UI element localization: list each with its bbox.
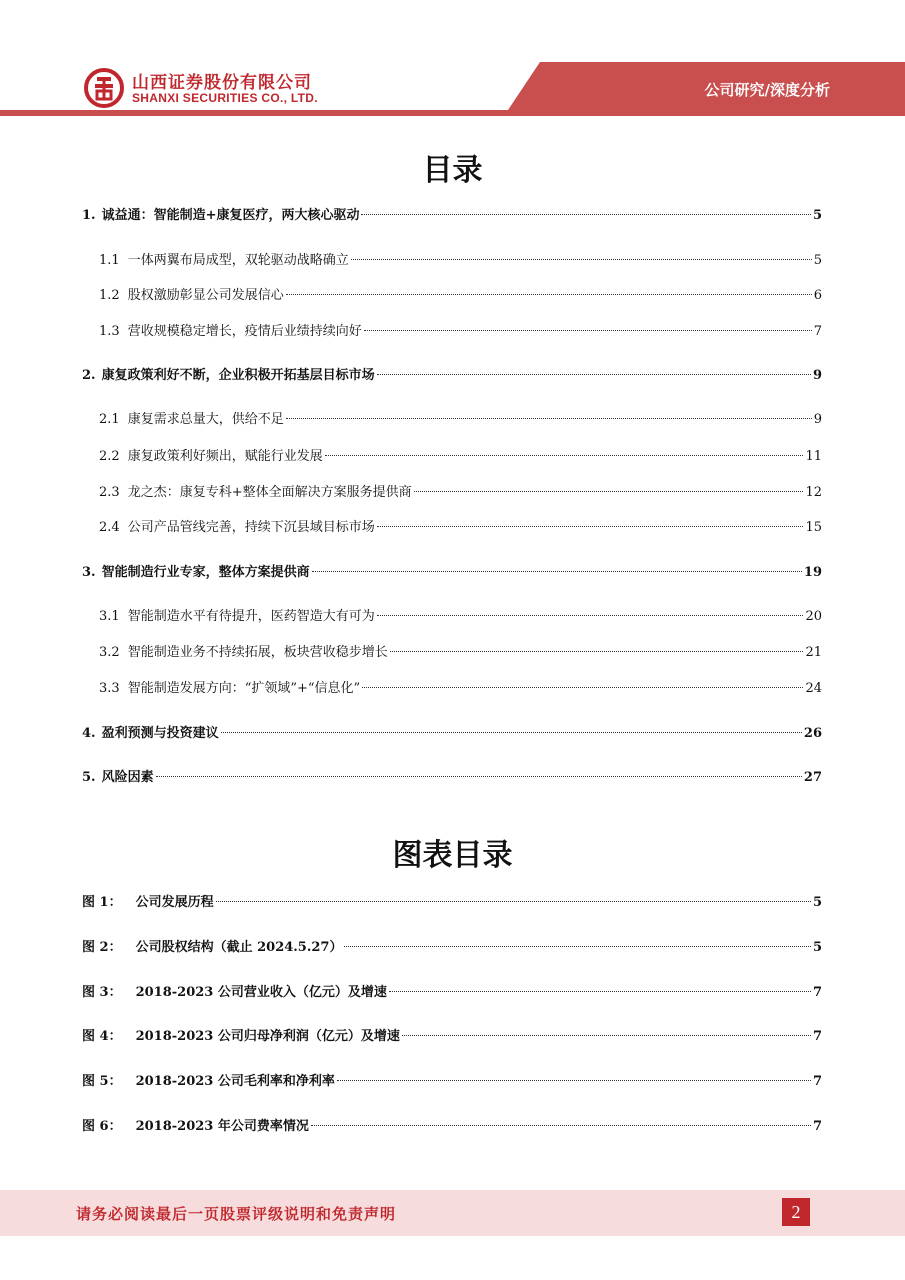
leader-dots bbox=[414, 491, 804, 492]
toc-entry[interactable] bbox=[82, 725, 822, 743]
figure-entry-label: 2018-2023 公司营业收入（亿元）及增速 bbox=[135, 985, 387, 1000]
figure-entry[interactable] bbox=[82, 894, 822, 912]
figure-entry[interactable] bbox=[82, 1028, 822, 1046]
toc-entry-page: 5 bbox=[813, 253, 822, 268]
toc-entry[interactable] bbox=[82, 680, 822, 698]
figure-entry-number: 图 3： bbox=[82, 985, 122, 1000]
figure-entry[interactable] bbox=[82, 984, 822, 1002]
toc-entry[interactable] bbox=[82, 411, 822, 429]
toc-entry[interactable] bbox=[82, 519, 822, 537]
toc-entry-label: 龙之杰：康复专科+整体全面解决方案服务提供商 bbox=[127, 485, 412, 500]
toc-entry[interactable] bbox=[82, 252, 822, 270]
figure-entry-page: 7 bbox=[812, 1119, 822, 1134]
toc-entry-number: 1.1 bbox=[99, 253, 120, 268]
toc-entry-page: 19 bbox=[803, 565, 822, 580]
figure-entry-page: 5 bbox=[812, 940, 822, 955]
leader-dots bbox=[344, 946, 810, 947]
toc-entry-number: 2.4 bbox=[99, 520, 120, 535]
leader-dots bbox=[286, 418, 812, 419]
toc-entry-page: 21 bbox=[805, 645, 822, 660]
figure-entry[interactable] bbox=[82, 1118, 822, 1136]
leader-dots bbox=[286, 294, 812, 295]
figure-entry-number: 图 2： bbox=[82, 940, 122, 955]
toc-entry-label: 康复政策利好频出，赋能行业发展 bbox=[127, 449, 323, 464]
toc-entry-number: 2.3 bbox=[99, 485, 120, 500]
toc-entry-label: 智能制造行业专家，整体方案提供商 bbox=[101, 565, 310, 580]
toc-entry-number: 2. bbox=[82, 368, 96, 383]
toc-entry-label: 诚益通：智能制造+康复医疗，两大核心驱动 bbox=[101, 208, 360, 223]
leader-dots bbox=[311, 1125, 811, 1126]
toc-entry-page: 24 bbox=[805, 681, 822, 696]
toc-entry-number: 1.3 bbox=[99, 324, 120, 339]
toc-entry-page: 20 bbox=[805, 609, 822, 624]
figure-entry-label: 2018-2023 年公司费率情况 bbox=[135, 1119, 309, 1134]
figure-list-title: 图表目录 bbox=[392, 838, 513, 873]
figure-entry-page: 7 bbox=[812, 1074, 822, 1089]
toc-entry-page: 26 bbox=[803, 726, 822, 741]
page-number: 2 bbox=[782, 1198, 810, 1226]
toc-entry-number: 1.2 bbox=[99, 288, 120, 303]
toc-entry-label: 盈利预测与投资建议 bbox=[101, 726, 219, 741]
toc-entry-page: 11 bbox=[805, 449, 822, 464]
toc-entry-number: 3.1 bbox=[99, 609, 120, 624]
toc-entry-page: 9 bbox=[812, 368, 822, 383]
toc-entry[interactable] bbox=[82, 484, 822, 502]
toc-entry-page: 15 bbox=[805, 520, 822, 535]
figure-entry-page: 7 bbox=[812, 1029, 822, 1044]
leader-dots bbox=[377, 615, 804, 616]
toc-entry-number: 4. bbox=[82, 726, 96, 741]
toc-entry-label: 营收规模稳定增长，疫情后业绩持续向好 bbox=[127, 324, 362, 339]
toc-entry-number: 2.1 bbox=[99, 412, 120, 427]
figure-entry-page: 5 bbox=[812, 895, 822, 910]
leader-dots bbox=[312, 571, 802, 572]
leader-dots bbox=[351, 259, 812, 260]
toc-entry[interactable] bbox=[82, 644, 822, 662]
toc-entry-page: 9 bbox=[813, 412, 822, 427]
leader-dots bbox=[364, 330, 812, 331]
leader-dots bbox=[221, 732, 802, 733]
figure-entry-page: 7 bbox=[812, 985, 822, 1000]
toc-title: 目录 bbox=[422, 153, 483, 188]
toc-entry-label: 一体两翼布局成型，双轮驱动战略确立 bbox=[127, 253, 349, 268]
toc-entry-page: 7 bbox=[813, 324, 822, 339]
leader-dots bbox=[402, 1035, 811, 1036]
figure-entry[interactable] bbox=[82, 939, 822, 957]
toc-entry[interactable] bbox=[82, 608, 822, 626]
figure-entry-number: 图 1： bbox=[82, 895, 122, 910]
toc-entry[interactable] bbox=[82, 287, 822, 305]
toc-entry[interactable] bbox=[82, 367, 822, 385]
toc-entry-label: 风险因素 bbox=[101, 770, 154, 785]
toc-entry[interactable] bbox=[82, 564, 822, 582]
toc-entry[interactable] bbox=[82, 323, 822, 341]
leader-dots bbox=[361, 214, 810, 215]
leader-dots bbox=[377, 526, 804, 527]
header-rule bbox=[0, 110, 905, 116]
toc-entry-label: 康复政策利好不断，企业积极开拓基层目标市场 bbox=[101, 368, 375, 383]
leader-dots bbox=[337, 1080, 811, 1081]
leader-dots bbox=[389, 991, 811, 992]
shanxi-securities-logo-icon bbox=[84, 68, 124, 108]
page-header bbox=[0, 0, 905, 125]
leader-dots bbox=[390, 651, 804, 652]
company-name-cn: 山西证券股份有限公司 bbox=[132, 73, 312, 93]
toc-entry-label: 智能制造业务不持续拓展，板块营收稳步增长 bbox=[127, 645, 388, 660]
toc-entry-number: 3.3 bbox=[99, 681, 120, 696]
toc-entry-number: 1. bbox=[82, 208, 96, 223]
company-name-en: SHANXI SECURITIES CO., LTD. bbox=[132, 91, 318, 105]
figure-entry-label: 公司股权结构（截止 2024.5.27） bbox=[135, 940, 343, 955]
figure-entry-number: 图 4： bbox=[82, 1029, 122, 1044]
toc-entry-page: 27 bbox=[803, 770, 822, 785]
toc-entry-number: 5. bbox=[82, 770, 96, 785]
toc-entry-number: 3. bbox=[82, 565, 96, 580]
figure-entry-label: 2018-2023 公司毛利率和净利率 bbox=[135, 1074, 335, 1089]
figure-entry-label: 公司发展历程 bbox=[135, 895, 214, 910]
page-footer bbox=[0, 1190, 905, 1236]
toc-entry-label: 智能制造水平有待提升，医药智造大有可为 bbox=[127, 609, 375, 624]
toc-entry[interactable] bbox=[82, 448, 822, 466]
leader-dots bbox=[362, 687, 803, 688]
toc-entry-page: 6 bbox=[813, 288, 822, 303]
figure-entry[interactable] bbox=[82, 1073, 822, 1091]
disclaimer-notice[interactable]: 请务必阅读最后一页股票评级说明和免责声明 bbox=[76, 1205, 397, 1223]
toc-entry-number: 2.2 bbox=[99, 449, 120, 464]
figure-entry-label: 2018-2023 公司归母净利润（亿元）及增速 bbox=[135, 1029, 400, 1044]
figure-entry-number: 图 6： bbox=[82, 1119, 122, 1134]
toc-entry-label: 股权激励彰显公司发展信心 bbox=[127, 288, 284, 303]
toc-entry[interactable] bbox=[82, 207, 822, 225]
toc-entry-label: 公司产品管线完善，持续下沉县域目标市场 bbox=[127, 520, 375, 535]
figure-entry-number: 图 5： bbox=[82, 1074, 122, 1089]
toc-entry-label: 康复需求总量大，供给不足 bbox=[127, 412, 284, 427]
toc-entry-page: 5 bbox=[812, 208, 822, 223]
leader-dots bbox=[156, 776, 802, 777]
leader-dots bbox=[325, 455, 804, 456]
toc-entry-page: 12 bbox=[805, 485, 822, 500]
leader-dots bbox=[216, 901, 811, 902]
report-category: 公司研究/深度分析 bbox=[704, 81, 830, 99]
toc-entry-number: 3.2 bbox=[99, 645, 120, 660]
toc-entry[interactable] bbox=[82, 769, 822, 787]
toc-entry-label: 智能制造发展方向：“扩领域”+“信息化” bbox=[127, 681, 361, 696]
leader-dots bbox=[377, 374, 811, 375]
